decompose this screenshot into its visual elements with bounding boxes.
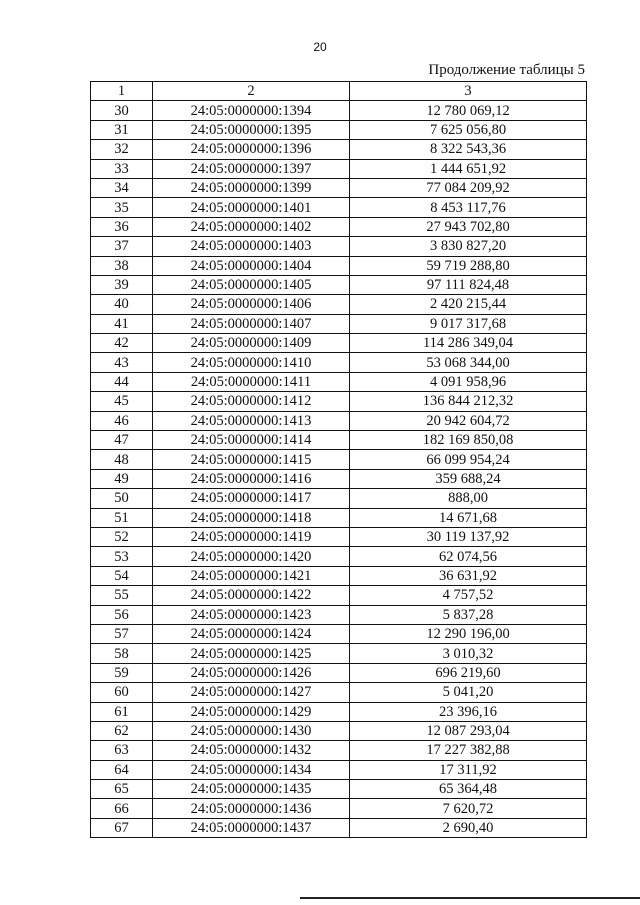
cadastral-number-cell: 24:05:0000000:1432 — [153, 741, 350, 760]
value-cell: 2 690,40 — [350, 818, 587, 837]
value-cell: 17 227 382,88 — [350, 741, 587, 760]
row-number-cell: 35 — [91, 198, 153, 217]
value-cell: 59 719 288,80 — [350, 256, 587, 275]
row-number-cell: 52 — [91, 527, 153, 546]
table-row — [91, 120, 587, 139]
row-number-cell: 65 — [91, 780, 153, 799]
table-row — [91, 353, 587, 372]
table-header-row — [91, 82, 587, 101]
value-cell: 53 068 344,00 — [350, 353, 587, 372]
table-body — [91, 101, 587, 838]
value-cell: 1 444 651,92 — [350, 159, 587, 178]
row-number-cell: 64 — [91, 760, 153, 779]
value-cell: 114 286 349,04 — [350, 334, 587, 353]
table-row — [91, 101, 587, 120]
value-cell: 888,00 — [350, 489, 587, 508]
table-row — [91, 624, 587, 643]
cadastral-number-cell: 24:05:0000000:1417 — [153, 489, 350, 508]
table-row — [91, 178, 587, 197]
value-cell: 3 830 827,20 — [350, 237, 587, 256]
value-cell: 8 322 543,36 — [350, 140, 587, 159]
cadastral-number-cell: 24:05:0000000:1409 — [153, 334, 350, 353]
cadastral-number-cell: 24:05:0000000:1435 — [153, 780, 350, 799]
page-number: 20 — [313, 40, 327, 54]
row-number-cell: 45 — [91, 392, 153, 411]
cadastral-number-cell: 24:05:0000000:1404 — [153, 256, 350, 275]
value-cell: 36 631,92 — [350, 566, 587, 585]
cadastral-number-cell: 24:05:0000000:1399 — [153, 178, 350, 197]
table-row — [91, 721, 587, 740]
table-row — [91, 159, 587, 178]
value-cell: 97 111 824,48 — [350, 275, 587, 294]
table-row — [91, 217, 587, 236]
value-cell: 136 844 212,32 — [350, 392, 587, 411]
cadastral-number-cell: 24:05:0000000:1421 — [153, 566, 350, 585]
value-cell: 5 837,28 — [350, 605, 587, 624]
value-cell: 30 119 137,92 — [350, 527, 587, 546]
row-number-cell: 44 — [91, 372, 153, 391]
cadastral-number-cell: 24:05:0000000:1422 — [153, 586, 350, 605]
data-table — [90, 81, 587, 838]
row-number-cell: 43 — [91, 353, 153, 372]
row-number-cell: 34 — [91, 178, 153, 197]
table-row — [91, 760, 587, 779]
table-row — [91, 818, 587, 837]
value-cell: 17 311,92 — [350, 760, 587, 779]
table-row — [91, 372, 587, 391]
value-cell: 23 396,16 — [350, 702, 587, 721]
cadastral-number-cell: 24:05:0000000:1402 — [153, 217, 350, 236]
cadastral-number-cell: 24:05:0000000:1437 — [153, 818, 350, 837]
cadastral-number-cell: 24:05:0000000:1401 — [153, 198, 350, 217]
table-row — [91, 741, 587, 760]
row-number-cell: 56 — [91, 605, 153, 624]
cadastral-number-cell: 24:05:0000000:1407 — [153, 314, 350, 333]
value-cell: 66 099 954,24 — [350, 450, 587, 469]
row-number-cell: 54 — [91, 566, 153, 585]
row-number-cell: 62 — [91, 721, 153, 740]
table-row — [91, 489, 587, 508]
row-number-cell: 66 — [91, 799, 153, 818]
row-number-cell: 36 — [91, 217, 153, 236]
table-row — [91, 586, 587, 605]
cadastral-number-cell: 24:05:0000000:1410 — [153, 353, 350, 372]
cadastral-number-cell: 24:05:0000000:1413 — [153, 411, 350, 430]
table-row — [91, 392, 587, 411]
value-cell: 9 017 317,68 — [350, 314, 587, 333]
cadastral-number-cell: 24:05:0000000:1424 — [153, 624, 350, 643]
row-number-cell: 46 — [91, 411, 153, 430]
row-number-cell: 38 — [91, 256, 153, 275]
value-cell: 20 942 604,72 — [350, 411, 587, 430]
table-row — [91, 140, 587, 159]
cadastral-number-cell: 24:05:0000000:1395 — [153, 120, 350, 139]
row-number-cell: 67 — [91, 818, 153, 837]
row-number-cell: 58 — [91, 644, 153, 663]
cadastral-number-cell: 24:05:0000000:1415 — [153, 450, 350, 469]
column-header: 1 — [91, 82, 153, 101]
table-row — [91, 256, 587, 275]
table-row — [91, 799, 587, 818]
value-cell: 12 087 293,04 — [350, 721, 587, 740]
row-number-cell: 33 — [91, 159, 153, 178]
table-row — [91, 198, 587, 217]
row-number-cell: 47 — [91, 431, 153, 450]
cadastral-number-cell: 24:05:0000000:1425 — [153, 644, 350, 663]
table-row — [91, 547, 587, 566]
value-cell: 62 074,56 — [350, 547, 587, 566]
cadastral-number-cell: 24:05:0000000:1405 — [153, 275, 350, 294]
value-cell: 3 010,32 — [350, 644, 587, 663]
cadastral-number-cell: 24:05:0000000:1414 — [153, 431, 350, 450]
value-cell: 4 757,52 — [350, 586, 587, 605]
value-cell: 14 671,68 — [350, 508, 587, 527]
cadastral-number-cell: 24:05:0000000:1426 — [153, 663, 350, 682]
value-cell: 5 041,20 — [350, 683, 587, 702]
table-row — [91, 605, 587, 624]
row-number-cell: 41 — [91, 314, 153, 333]
row-number-cell: 40 — [91, 295, 153, 314]
table-row — [91, 411, 587, 430]
cadastral-number-cell: 24:05:0000000:1420 — [153, 547, 350, 566]
row-number-cell: 42 — [91, 334, 153, 353]
row-number-cell: 48 — [91, 450, 153, 469]
table-caption: Продолжение таблицы 5 — [428, 62, 585, 78]
value-cell: 65 364,48 — [350, 780, 587, 799]
value-cell: 359 688,24 — [350, 469, 587, 488]
table-row — [91, 450, 587, 469]
value-cell: 696 219,60 — [350, 663, 587, 682]
row-number-cell: 53 — [91, 547, 153, 566]
row-number-cell: 63 — [91, 741, 153, 760]
value-cell: 12 290 196,00 — [350, 624, 587, 643]
column-header: 2 — [153, 82, 350, 101]
table-row — [91, 237, 587, 256]
cadastral-number-cell: 24:05:0000000:1423 — [153, 605, 350, 624]
cadastral-number-cell: 24:05:0000000:1397 — [153, 159, 350, 178]
cadastral-number-cell: 24:05:0000000:1396 — [153, 140, 350, 159]
row-number-cell: 30 — [91, 101, 153, 120]
table-row — [91, 702, 587, 721]
cadastral-number-cell: 24:05:0000000:1430 — [153, 721, 350, 740]
value-cell: 12 780 069,12 — [350, 101, 587, 120]
row-number-cell: 55 — [91, 586, 153, 605]
value-cell: 7 620,72 — [350, 799, 587, 818]
table-row — [91, 295, 587, 314]
cadastral-number-cell: 24:05:0000000:1436 — [153, 799, 350, 818]
value-cell: 2 420 215,44 — [350, 295, 587, 314]
row-number-cell: 32 — [91, 140, 153, 159]
row-number-cell: 51 — [91, 508, 153, 527]
cadastral-number-cell: 24:05:0000000:1412 — [153, 392, 350, 411]
table-row — [91, 683, 587, 702]
row-number-cell: 39 — [91, 275, 153, 294]
row-number-cell: 49 — [91, 469, 153, 488]
row-number-cell: 50 — [91, 489, 153, 508]
row-number-cell: 60 — [91, 683, 153, 702]
row-number-cell: 31 — [91, 120, 153, 139]
table-row — [91, 431, 587, 450]
bottom-divider — [300, 897, 640, 899]
cadastral-number-cell: 24:05:0000000:1406 — [153, 295, 350, 314]
cadastral-number-cell: 24:05:0000000:1427 — [153, 683, 350, 702]
value-cell: 7 625 056,80 — [350, 120, 587, 139]
cadastral-number-cell: 24:05:0000000:1434 — [153, 760, 350, 779]
table-row — [91, 314, 587, 333]
row-number-cell: 61 — [91, 702, 153, 721]
cadastral-number-cell: 24:05:0000000:1429 — [153, 702, 350, 721]
table-row — [91, 780, 587, 799]
column-header: 3 — [350, 82, 587, 101]
table-row — [91, 527, 587, 546]
table-row — [91, 275, 587, 294]
row-number-cell: 59 — [91, 663, 153, 682]
value-cell: 182 169 850,08 — [350, 431, 587, 450]
table-row — [91, 566, 587, 585]
cadastral-number-cell: 24:05:0000000:1403 — [153, 237, 350, 256]
row-number-cell: 37 — [91, 237, 153, 256]
cadastral-number-cell: 24:05:0000000:1394 — [153, 101, 350, 120]
value-cell: 27 943 702,80 — [350, 217, 587, 236]
table-row — [91, 334, 587, 353]
value-cell: 77 084 209,92 — [350, 178, 587, 197]
table-row — [91, 644, 587, 663]
value-cell: 4 091 958,96 — [350, 372, 587, 391]
table-row — [91, 663, 587, 682]
table-row — [91, 508, 587, 527]
value-cell: 8 453 117,76 — [350, 198, 587, 217]
cadastral-number-cell: 24:05:0000000:1411 — [153, 372, 350, 391]
table-row — [91, 469, 587, 488]
row-number-cell: 57 — [91, 624, 153, 643]
cadastral-number-cell: 24:05:0000000:1419 — [153, 527, 350, 546]
cadastral-number-cell: 24:05:0000000:1416 — [153, 469, 350, 488]
cadastral-number-cell: 24:05:0000000:1418 — [153, 508, 350, 527]
